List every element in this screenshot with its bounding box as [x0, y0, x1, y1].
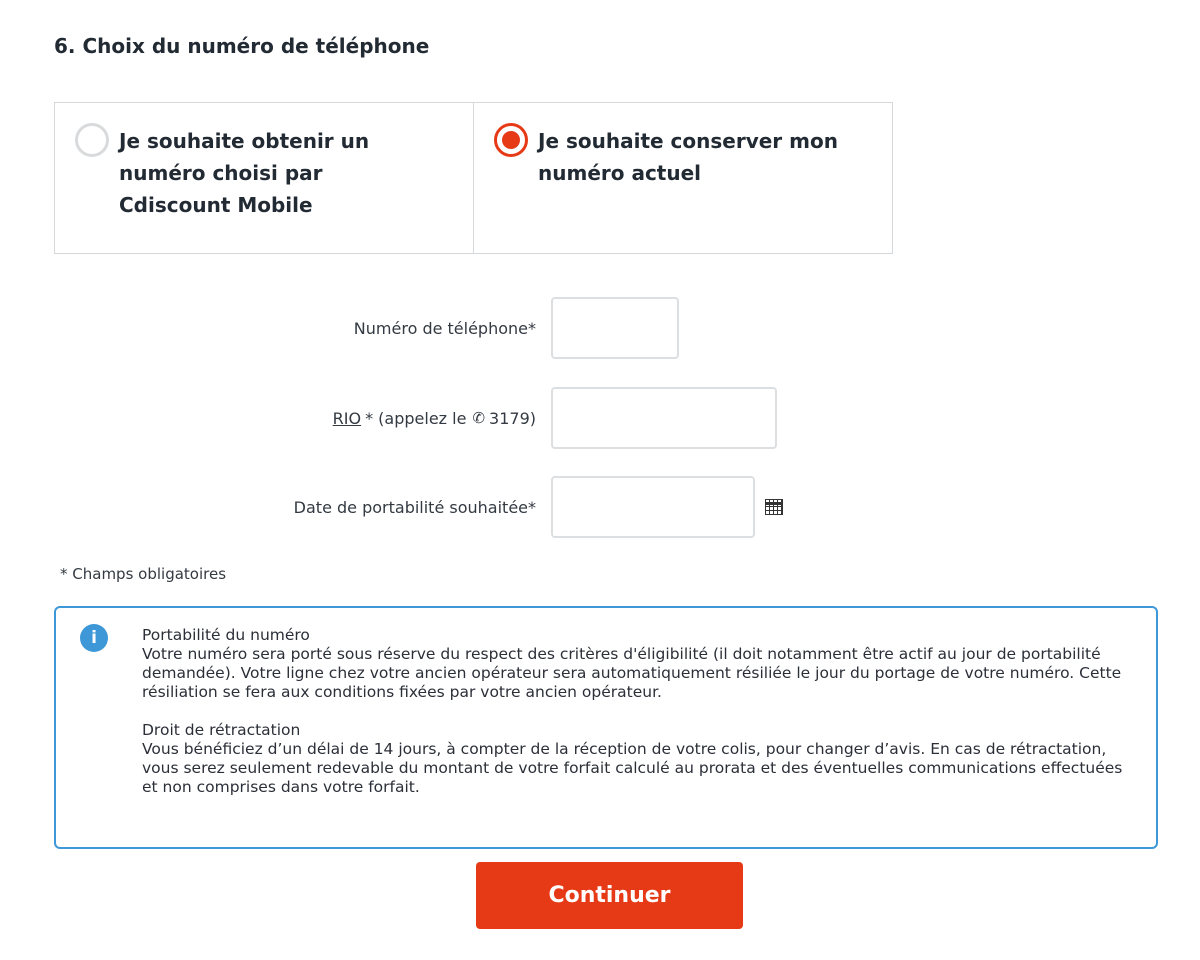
date-label: Date de portabilité souhaitée*	[293, 497, 536, 517]
required-fields-note: * Champs obligatoires	[60, 565, 227, 583]
phone-label: Numéro de téléphone*	[353, 318, 536, 338]
info-icon: i	[80, 624, 108, 652]
radio-unselected-icon[interactable]	[75, 123, 109, 157]
date-input[interactable]	[551, 476, 755, 538]
portability-title: Portabilité du numéro	[142, 626, 310, 644]
rio-call-number: 3179)	[489, 408, 536, 428]
withdrawal-text: Vous bénéficiez d’un délai de 14 jours, à compter de la réception de votre colis, pour changer d’avis. En cas de rétractation, vous serez seulement redevable du montant de votre forfait calculé au prorata et des éventuelles communications effectuées et non comprises dans votre forfait.	[142, 740, 1123, 796]
rio-label	[333, 387, 536, 449]
phone-row	[0, 297, 1200, 359]
section-title: 6. Choix du numéro de téléphone	[54, 34, 430, 58]
continue-button[interactable]: Continuer	[476, 862, 743, 929]
date-row	[0, 476, 1200, 538]
portability-text: Votre numéro sera porté sous réserve du respect des critères d'éligibilité (il doit notamment être actif au jour de portabilité demandée). Votre ligne chez votre ancien opérateur sera automatiquement résiliée le jour du portage de votre numéro. Cette résiliation se fera aux conditions fixées par votre ancien opérateur.	[142, 645, 1122, 701]
rio-link[interactable]: RIO	[332, 408, 362, 428]
phone-icon: ✆	[472, 409, 486, 427]
info-box	[54, 606, 1158, 849]
choice-new-number-label: Je souhaite obtenir un numéro choisi par Cdiscount Mobile	[119, 129, 370, 217]
choice-keep-number[interactable]	[473, 102, 893, 254]
phone-input[interactable]	[551, 297, 679, 359]
choice-keep-number-label: Je souhaite conserver mon numéro actuel	[538, 129, 838, 185]
calendar-icon[interactable]	[765, 499, 783, 515]
radio-selected-icon[interactable]	[494, 123, 528, 157]
withdrawal-title: Droit de rétractation	[142, 721, 301, 739]
choice-new-number[interactable]	[54, 102, 474, 254]
info-text	[142, 626, 1142, 797]
rio-input[interactable]	[551, 387, 777, 449]
radio-dot-icon	[502, 131, 520, 149]
rio-label-rest: * (appelez le	[365, 408, 467, 428]
rio-row	[0, 387, 1200, 449]
